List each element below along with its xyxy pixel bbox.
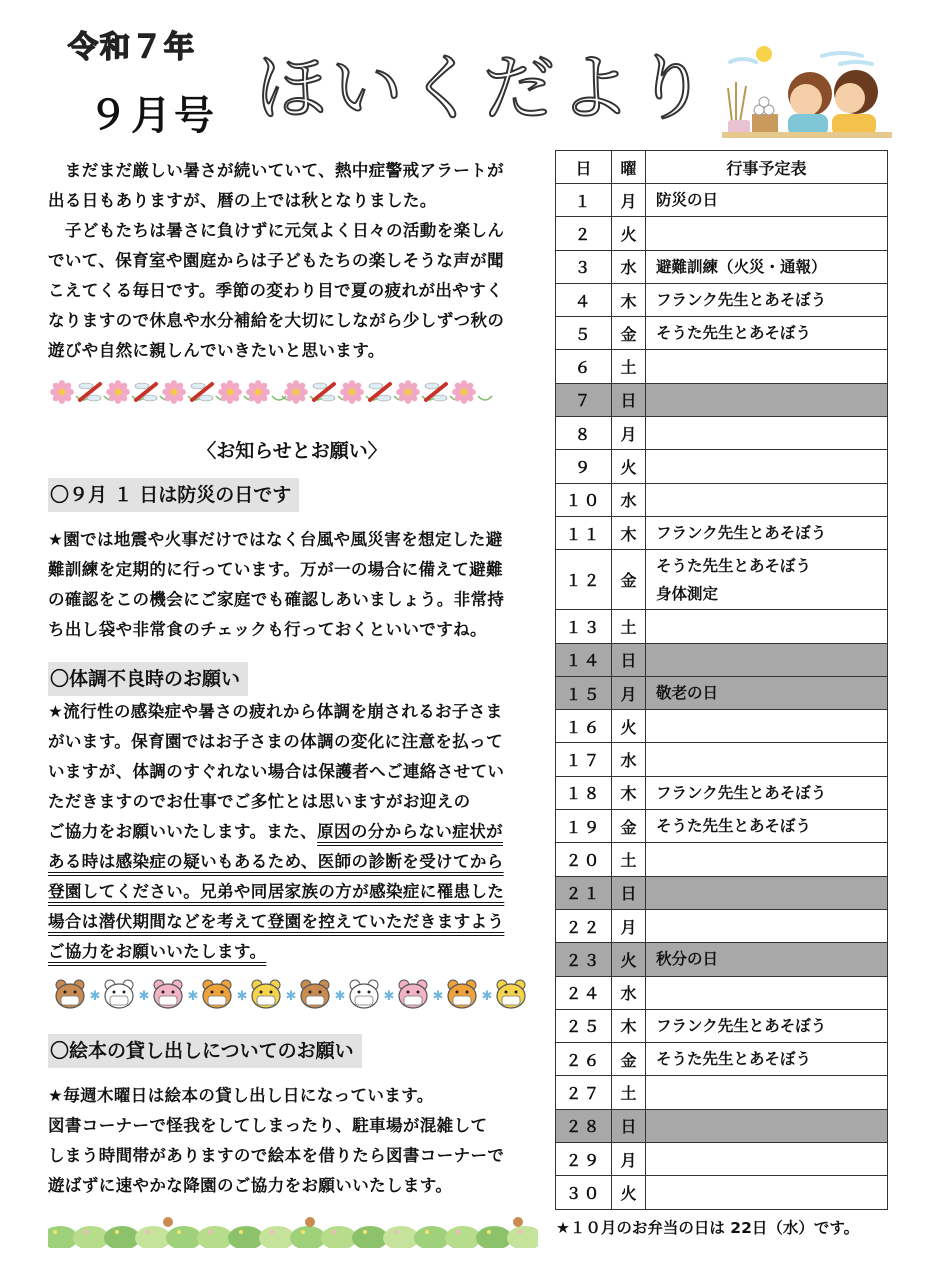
- issue-month: ９月号: [88, 93, 217, 139]
- intro-line: 遊びや自然に親しんでいきたいと思います。: [48, 341, 385, 360]
- sparkle-icon: ✱: [383, 989, 395, 1004]
- disaster-line: 難訓練を定期的に行っています。万が一の場合に備えて避難: [48, 560, 503, 579]
- schedule-day: １０: [556, 483, 612, 516]
- schedule-weekday: 火: [612, 710, 646, 743]
- schedule-event-line: そうた先生とあそぼう: [656, 324, 812, 343]
- shrub-icon: [321, 1226, 357, 1248]
- sparkle-icon: ✱: [187, 989, 199, 1004]
- schedule-event: [646, 450, 888, 483]
- cosmos-flower-icon: [284, 380, 308, 404]
- schedule-weekday: 木: [612, 516, 646, 549]
- schedule-day: ２０: [556, 843, 612, 876]
- schedule-day: １１: [556, 516, 612, 549]
- shrub-icon: [507, 1226, 538, 1248]
- illness-line-underlined: 登園してください。兄弟や同居家族の方が感染症に罹患した: [48, 882, 505, 901]
- schedule-day: １: [556, 184, 612, 217]
- small-animal-icon: [305, 1217, 315, 1227]
- book-line: 遊ばずに速やかな降園のご協力をお願いいたします。: [48, 1176, 453, 1195]
- schedule-day: １５: [556, 676, 612, 709]
- schedule-day: １６: [556, 710, 612, 743]
- schedule-weekday: 土: [612, 350, 646, 383]
- schedule-weekday: 水: [612, 250, 646, 283]
- schedule-row: [556, 1043, 888, 1076]
- schedule-row: [556, 516, 888, 549]
- schedule-day: ３０: [556, 1176, 612, 1209]
- rabbit-face-icon: [350, 980, 378, 1008]
- schedule-weekday: 火: [612, 943, 646, 976]
- dragonfly-icon: [135, 383, 157, 401]
- schedule-event: [646, 610, 888, 643]
- illness-line-underlined: 場合は潜伏期間などを考えて登園を控えていただきますよう: [48, 912, 505, 931]
- schedule-weekday: 日: [612, 643, 646, 676]
- cosmos-flower-icon: [218, 380, 242, 404]
- illness-line-underlined: ある時は感染症の疑いもあるため、医師の診断を受けてから: [48, 852, 504, 871]
- schedule-weekday: 月: [612, 417, 646, 450]
- schedule-event: [646, 550, 888, 610]
- schedule-day: ７: [556, 383, 612, 416]
- intro-line: なりますので休息や水分補給を大切にしながら少しずつ秋の: [48, 311, 505, 330]
- schedule-row: [556, 483, 888, 516]
- schedule-day: ３: [556, 250, 612, 283]
- child-girl-icon: [832, 70, 878, 136]
- schedule-day: ２８: [556, 1109, 612, 1142]
- schedule-day: ２９: [556, 1143, 612, 1176]
- schedule-event: [646, 643, 888, 676]
- schedule-row: [556, 217, 888, 250]
- book-line: ★毎週木曜日は絵本の貸し出し日になっています。: [48, 1086, 434, 1105]
- schedule-row: [556, 610, 888, 643]
- pig-face-icon: [154, 980, 182, 1008]
- schedule-row: [556, 843, 888, 876]
- schedule-weekday: 土: [612, 1076, 646, 1109]
- intro-line: 子どもたちは暑さに負けずに元気よく日々の活動を楽しん: [48, 221, 505, 240]
- small-animal-icon: [513, 1217, 523, 1227]
- schedule-row: [556, 743, 888, 776]
- schedule-event: [646, 1009, 888, 1042]
- bento-day-note: ★１０月のお弁当の日は 22日（水）です。: [556, 1219, 860, 1237]
- illness-line-underlined: 原因の分からない症状が: [317, 822, 503, 841]
- schedule-weekday: 金: [612, 810, 646, 843]
- bear-face-icon: [301, 980, 329, 1008]
- flower-dragonfly-divider: [48, 372, 536, 412]
- schedule-day: １４: [556, 643, 612, 676]
- schedule-weekday: 月: [612, 1143, 646, 1176]
- illness-line: [48, 817, 536, 847]
- pig-face-icon: [399, 980, 427, 1008]
- dragonfly-icon: [369, 383, 391, 401]
- schedule-day: ２５: [556, 1009, 612, 1042]
- schedule-weekday: 金: [612, 550, 646, 610]
- schedule-event-line: そうた先生とあそぼう: [656, 1050, 812, 1069]
- schedule-weekday: 水: [612, 743, 646, 776]
- schedule-event: [646, 776, 888, 809]
- schedule-event: [646, 810, 888, 843]
- tiger-face-icon: [497, 980, 525, 1008]
- schedule-row: [556, 1143, 888, 1176]
- schedule-event-line: 避難訓練（火災・通報）: [656, 257, 827, 276]
- schedule-weekday: 木: [612, 776, 646, 809]
- schedule-row: [556, 450, 888, 483]
- illness-heading: 〇体調不良時のお願い: [48, 662, 248, 696]
- schedule-weekday: 金: [612, 1043, 646, 1076]
- shrub-icon: [352, 1226, 388, 1248]
- sun-icon: [756, 46, 772, 62]
- schedule-day: ２２: [556, 909, 612, 942]
- schedule-row: [556, 283, 888, 316]
- schedule-event-line: フランク先生とあそぼう: [656, 524, 827, 543]
- disaster-line: ★園では地震や火事だけではなく台風や風災害を想定した避: [48, 530, 503, 549]
- schedule-weekday: 土: [612, 610, 646, 643]
- schedule-row: [556, 417, 888, 450]
- schedule-row: [556, 350, 888, 383]
- schedule-weekday: 火: [612, 1176, 646, 1209]
- schedule-event: [646, 483, 888, 516]
- schedule-row: [556, 776, 888, 809]
- schedule-event: [646, 417, 888, 450]
- schedule-event-line: 身体測定: [656, 584, 719, 603]
- schedule-event: [646, 843, 888, 876]
- cosmos-flower-icon: [452, 380, 476, 404]
- schedule-row: [556, 1176, 888, 1209]
- schedule-event-line: フランク先生とあそぼう: [656, 1016, 827, 1035]
- schedule-row: [556, 1076, 888, 1109]
- header-event: 行事予定表: [646, 151, 888, 184]
- newsletter-title: ほいくだより: [255, 46, 712, 130]
- schedule-day: ８: [556, 417, 612, 450]
- dango-stand-icon: [752, 97, 778, 134]
- schedule-event: [646, 350, 888, 383]
- schedule-event: [646, 1176, 888, 1209]
- schedule-row: [556, 876, 888, 909]
- schedule-event-line: 防災の日: [656, 191, 719, 210]
- schedule-event: [646, 217, 888, 250]
- illness-line: ただきますのでお仕事でご多忙とは思いますがお迎えの: [48, 792, 471, 811]
- schedule-event-line: そうた先生とあそぼう: [656, 556, 812, 575]
- schedule-event-line: そうた先生とあそぼう: [656, 817, 812, 836]
- shrub-icon: [228, 1226, 264, 1248]
- shrub-icon: [259, 1226, 295, 1248]
- schedule-day: ６: [556, 350, 612, 383]
- illness-line: ★流行性の感染症や暑さの疲れから体調を崩されるお子さま: [48, 702, 503, 721]
- schedule-header-row: [556, 151, 888, 184]
- shrub-icon: [476, 1226, 512, 1248]
- schedule-row: [556, 943, 888, 976]
- schedule-event-line: 敬老の日: [656, 684, 719, 702]
- schedule-event: [646, 710, 888, 743]
- sparkle-icon: ✱: [432, 989, 444, 1004]
- bottom-hedge-illustration: [48, 1208, 538, 1248]
- dragonfly-icon: [79, 383, 101, 401]
- disaster-line: ち出し袋や非常食のチェックも行っておくといいですね。: [48, 620, 487, 639]
- intro-line: まだまだ厳しい暑さが続いていて、熱中症警戒アラートが: [48, 161, 504, 180]
- schedule-weekday: 月: [612, 184, 646, 217]
- schedule-day: ２６: [556, 1043, 612, 1076]
- schedule-event: [646, 250, 888, 283]
- sparkle-icon: ✱: [138, 989, 150, 1004]
- schedule-row: [556, 976, 888, 1009]
- schedule-event-line: 秋分の日: [656, 950, 719, 969]
- schedule-day: ２１: [556, 876, 612, 909]
- schedule-day: ９: [556, 450, 612, 483]
- schedule-weekday: 金: [612, 317, 646, 350]
- schedule-day: １２: [556, 550, 612, 610]
- schedule-event: [646, 283, 888, 316]
- schedule-day: ２４: [556, 976, 612, 1009]
- schedule-row: [556, 1109, 888, 1142]
- schedule-event-line: フランク先生とあそぼう: [656, 291, 827, 310]
- schedule-row: [556, 676, 888, 709]
- schedule-day: ４: [556, 283, 612, 316]
- schedule-event: [646, 943, 888, 976]
- shrub-icon: [135, 1226, 171, 1248]
- schedule-event: [646, 976, 888, 1009]
- schedule-event-line: フランク先生とあそぼう: [656, 783, 827, 802]
- schedule-row: [556, 550, 888, 610]
- schedule-event: [646, 909, 888, 942]
- dragonfly-icon: [313, 383, 335, 401]
- rabbit-face-icon: [105, 980, 133, 1008]
- schedule-event: [646, 383, 888, 416]
- dragonfly-icon: [191, 383, 213, 401]
- era-year: 令和７年: [68, 30, 196, 65]
- schedule-event: [646, 743, 888, 776]
- illness-line: いますが、体調のすぐれない場合は保護者へご連絡させてい: [48, 762, 505, 781]
- schedule-weekday: 日: [612, 383, 646, 416]
- tiger-face-icon: [252, 980, 280, 1008]
- schedule-event: [646, 1043, 888, 1076]
- book-lending-text: [48, 1081, 536, 1201]
- schedule-weekday: 日: [612, 876, 646, 909]
- cosmos-flower-icon: [246, 380, 270, 404]
- schedule-event: [646, 1143, 888, 1176]
- dragonfly-icon: [425, 383, 447, 401]
- schedule-event: [646, 676, 888, 709]
- schedule-day: １３: [556, 610, 612, 643]
- schedule-table: [555, 150, 888, 1210]
- pampas-grass-icon: [728, 82, 746, 122]
- schedule-event: [646, 317, 888, 350]
- cosmos-flower-icon: [50, 380, 74, 404]
- schedule-weekday: 月: [612, 909, 646, 942]
- sparkle-icon: ✱: [334, 989, 346, 1004]
- illness-line: がいます。保育園ではお子さまの体調の変化に注意を払って: [48, 732, 503, 751]
- sparkle-icon: ✱: [236, 989, 248, 1004]
- header-weekday: 曜: [612, 151, 646, 184]
- moon-viewing-illustration: [722, 42, 892, 138]
- book-line: 図書コーナーで怪我をしてしまったり、駐車場が混雑して: [48, 1116, 488, 1135]
- schedule-weekday: 土: [612, 843, 646, 876]
- schedule-row: [556, 317, 888, 350]
- schedule-day: １８: [556, 776, 612, 809]
- illness-line-plain: ご協力をお願いいたします。また、: [48, 822, 318, 841]
- schedule-event: [646, 516, 888, 549]
- schedule-row: [556, 184, 888, 217]
- schedule-weekday: 日: [612, 1109, 646, 1142]
- schedule-event: [646, 1076, 888, 1109]
- schedule-day: ２３: [556, 943, 612, 976]
- shrub-icon: [445, 1226, 481, 1248]
- schedule-weekday: 木: [612, 283, 646, 316]
- bear-face-icon: [56, 980, 84, 1008]
- disaster-day-text: [48, 525, 536, 645]
- schedule-event: [646, 876, 888, 909]
- schedule-row: [556, 383, 888, 416]
- schedule-weekday: 水: [612, 976, 646, 1009]
- intro-paragraph: [48, 156, 536, 366]
- shrub-icon: [290, 1226, 326, 1248]
- schedule-weekday: 水: [612, 483, 646, 516]
- intro-line: でいて、保育室や園庭からは子どもたちの楽しそうな声が聞: [48, 251, 504, 270]
- animal-faces-divider: [48, 974, 536, 1014]
- child-boy-icon: [788, 72, 832, 136]
- shrub-icon: [383, 1226, 419, 1248]
- schedule-event: [646, 184, 888, 217]
- schedule-weekday: 月: [612, 676, 646, 709]
- cosmos-flower-icon: [106, 380, 130, 404]
- disaster-line: の確認をこの機会にご家庭でも確認しあいましょう。非常持: [48, 590, 505, 609]
- shrub-icon: [197, 1226, 233, 1248]
- schedule-day: １７: [556, 743, 612, 776]
- schedule-event: [646, 1109, 888, 1142]
- schedule-row: [556, 810, 888, 843]
- schedule-day: １９: [556, 810, 612, 843]
- sparkle-icon: ✱: [481, 989, 493, 1004]
- cosmos-flower-icon: [162, 380, 186, 404]
- schedule-row: [556, 909, 888, 942]
- shrub-icon: [166, 1226, 202, 1248]
- small-animal-icon: [163, 1217, 173, 1227]
- schedule-day: ２７: [556, 1076, 612, 1109]
- schedule-row: [556, 643, 888, 676]
- dog-face-icon: [203, 980, 231, 1008]
- schedule-row: [556, 1009, 888, 1042]
- shrub-icon: [414, 1226, 450, 1248]
- book-lending-heading: 〇絵本の貸し出しについてのお願い: [48, 1034, 362, 1068]
- schedule-row: [556, 710, 888, 743]
- book-line: しまう時間帯がありますので絵本を借りたら図書コーナーで: [48, 1146, 505, 1165]
- schedule-day: ２: [556, 217, 612, 250]
- illness-line-underlined: ご協力をお願いいたします。: [48, 942, 267, 961]
- cosmos-flower-icon: [396, 380, 420, 404]
- schedule-weekday: 火: [612, 450, 646, 483]
- illness-text: [48, 697, 536, 967]
- schedule-weekday: 火: [612, 217, 646, 250]
- shrub-icon: [104, 1226, 140, 1248]
- schedule-row: [556, 250, 888, 283]
- shrub-icon: [73, 1226, 109, 1248]
- schedule-weekday: 木: [612, 1009, 646, 1042]
- sparkle-icon: ✱: [89, 989, 101, 1004]
- sparkle-icon: ✱: [285, 989, 297, 1004]
- disaster-day-heading: 〇９月 １ 日は防災の日です: [48, 478, 299, 512]
- notices-title: 〈お知らせとお願い〉: [197, 440, 387, 462]
- cosmos-flower-icon: [340, 380, 364, 404]
- intro-line: 出る日もありますが、暦の上では秋となりました。: [48, 191, 437, 210]
- intro-line: こえてくる毎日です。季節の変わり目で夏の疲れが出やすく: [48, 281, 503, 300]
- dog-face-icon: [448, 980, 476, 1008]
- header-day: 日: [556, 151, 612, 184]
- schedule-day: ５: [556, 317, 612, 350]
